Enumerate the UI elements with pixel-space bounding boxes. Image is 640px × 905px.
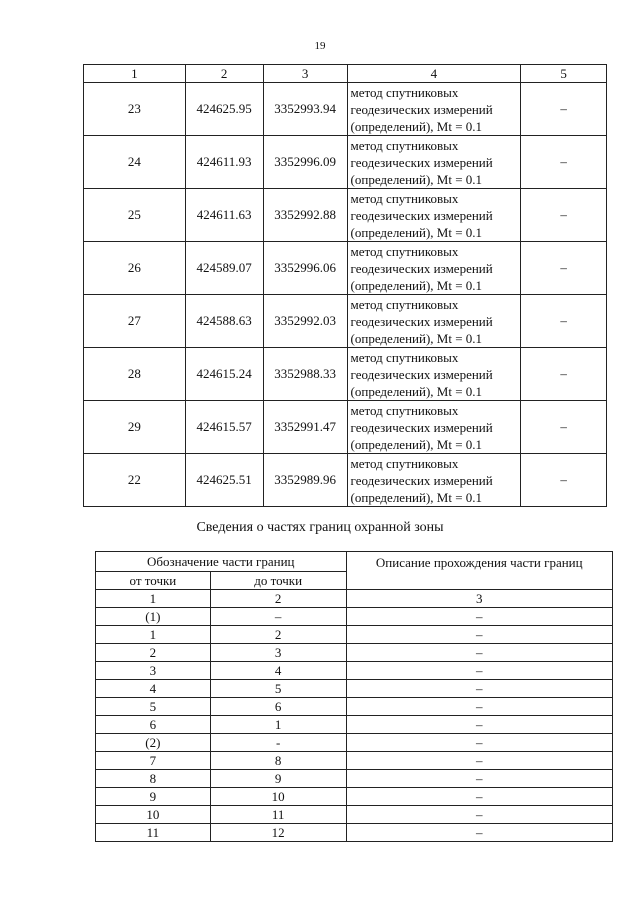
to-point: 5: [210, 680, 346, 698]
table-row: [96, 662, 613, 680]
to-point: 9: [210, 770, 346, 788]
x-coordinate: 424611.63: [185, 189, 263, 242]
method-cell: [347, 242, 521, 295]
boundary-description: –: [346, 662, 613, 680]
column-header: 3: [263, 65, 347, 83]
table-row: [84, 454, 607, 507]
column-number: 1: [96, 590, 211, 608]
point-number: 29: [84, 401, 186, 454]
from-point: 8: [96, 770, 211, 788]
from-point: 4: [96, 680, 211, 698]
x-coordinate: 424615.57: [185, 401, 263, 454]
column-header: 4: [347, 65, 521, 83]
column-header: 1: [84, 65, 186, 83]
method-line: геодезических измерений: [350, 260, 493, 276]
y-coordinate: 3352989.96: [263, 454, 347, 507]
method-line: геодезических измерений: [350, 101, 493, 117]
method-line: метод спутниковых: [350, 137, 459, 153]
point-number: 25: [84, 189, 186, 242]
to-point: 1: [210, 716, 346, 734]
y-coordinate: 3352992.88: [263, 189, 347, 242]
y-coordinate: 3352988.33: [263, 348, 347, 401]
table-row: [96, 806, 613, 824]
table-row: [84, 136, 607, 189]
y-coordinate: 3352996.09: [263, 136, 347, 189]
method-line: геодезических измерений: [350, 313, 493, 329]
to-point: 4: [210, 662, 346, 680]
from-point-header: от точки: [96, 572, 211, 590]
method-line: (определений), Mt = 0.1: [350, 436, 483, 452]
to-point-header: до точки: [210, 572, 346, 590]
from-point: 1: [96, 626, 211, 644]
method-line: метод спутниковых: [350, 243, 459, 259]
method-line: геодезических измерений: [350, 207, 493, 223]
coordinates-header-row: [84, 65, 607, 83]
from-point: 11: [96, 824, 211, 842]
y-coordinate: 3352993.94: [263, 83, 347, 136]
to-point: 3: [210, 644, 346, 662]
point-number: 23: [84, 83, 186, 136]
note-cell: –: [521, 348, 607, 401]
table-row: [84, 348, 607, 401]
from-point: 10: [96, 806, 211, 824]
method-line: геодезических измерений: [350, 154, 493, 170]
note-cell: –: [521, 242, 607, 295]
table-row: [84, 401, 607, 454]
note-cell: –: [521, 136, 607, 189]
point-number: 26: [84, 242, 186, 295]
x-coordinate: 424611.93: [185, 136, 263, 189]
from-point: 6: [96, 716, 211, 734]
boundary-description: –: [346, 626, 613, 644]
boundary-description: –: [346, 806, 613, 824]
coordinates-table: [83, 64, 607, 507]
table-row: [96, 734, 613, 752]
parts-header-row: [96, 552, 613, 572]
column-number: 3: [346, 590, 613, 608]
from-point: (2): [96, 734, 211, 752]
x-coordinate: 424588.63: [185, 295, 263, 348]
to-point: 2: [210, 626, 346, 644]
to-point: –: [210, 608, 346, 626]
note-cell: –: [521, 295, 607, 348]
method-cell: [347, 189, 521, 242]
note-cell: –: [521, 189, 607, 242]
boundary-description: –: [346, 716, 613, 734]
x-coordinate: 424625.51: [185, 454, 263, 507]
method-line: геодезических измерений: [350, 419, 493, 435]
table-row: [96, 824, 613, 842]
section-title: Сведения о частях границ охранной зоны: [196, 520, 444, 535]
point-number: 24: [84, 136, 186, 189]
from-point: 5: [96, 698, 211, 716]
from-point: (1): [96, 608, 211, 626]
table-row: [96, 788, 613, 806]
method-cell: [347, 401, 521, 454]
from-point: 3: [96, 662, 211, 680]
x-coordinate: 424615.24: [185, 348, 263, 401]
column-header: 2: [185, 65, 263, 83]
boundary-parts-table: [95, 551, 613, 842]
to-point: 8: [210, 752, 346, 770]
boundary-description: –: [346, 770, 613, 788]
description-header: Описание прохождения части границ: [346, 552, 613, 590]
method-line: метод спутниковых: [350, 296, 459, 312]
table-row: [96, 644, 613, 662]
method-cell: [347, 348, 521, 401]
boundary-description: –: [346, 734, 613, 752]
boundary-description: –: [346, 788, 613, 806]
from-point: 7: [96, 752, 211, 770]
method-line: геодезических измерений: [350, 472, 493, 488]
x-coordinate: 424625.95: [185, 83, 263, 136]
method-cell: [347, 295, 521, 348]
group-header: Обозначение части границ: [96, 552, 347, 572]
parts-number-row: [96, 590, 613, 608]
point-number: 27: [84, 295, 186, 348]
to-point: 11: [210, 806, 346, 824]
method-line: метод спутниковых: [350, 455, 459, 471]
table-row: [96, 716, 613, 734]
boundary-description: –: [346, 752, 613, 770]
table-row: [96, 608, 613, 626]
table-row: [96, 752, 613, 770]
table-row: [96, 680, 613, 698]
table-row: [84, 295, 607, 348]
table-row: [96, 770, 613, 788]
boundary-description: –: [346, 644, 613, 662]
method-line: метод спутниковых: [350, 190, 459, 206]
method-line: (определений), Mt = 0.1: [350, 383, 483, 399]
method-cell: [347, 83, 521, 136]
method-line: метод спутниковых: [350, 84, 459, 100]
method-line: геодезических измерений: [350, 366, 493, 382]
to-point: 6: [210, 698, 346, 716]
table-row: [84, 83, 607, 136]
method-line: (определений), Mt = 0.1: [350, 277, 483, 293]
y-coordinate: 3352996.06: [263, 242, 347, 295]
boundary-description: –: [346, 680, 613, 698]
method-line: (определений), Mt = 0.1: [350, 224, 483, 240]
from-point: 9: [96, 788, 211, 806]
method-line: метод спутниковых: [350, 402, 459, 418]
x-coordinate: 424589.07: [185, 242, 263, 295]
method-line: (определений), Mt = 0.1: [350, 171, 483, 187]
page-number: 19: [314, 40, 326, 52]
method-line: (определений), Mt = 0.1: [350, 330, 483, 346]
boundary-description: –: [346, 824, 613, 842]
method-cell: [347, 454, 521, 507]
point-number: 28: [84, 348, 186, 401]
boundary-description: –: [346, 608, 613, 626]
from-point: 2: [96, 644, 211, 662]
table-row: [96, 698, 613, 716]
column-header: 5: [521, 65, 607, 83]
y-coordinate: 3352991.47: [263, 401, 347, 454]
point-number: 22: [84, 454, 186, 507]
note-cell: –: [521, 401, 607, 454]
column-number: 2: [210, 590, 346, 608]
table-row: [96, 626, 613, 644]
note-cell: –: [521, 83, 607, 136]
y-coordinate: 3352992.03: [263, 295, 347, 348]
boundary-description: –: [346, 698, 613, 716]
method-cell: [347, 136, 521, 189]
to-point: 12: [210, 824, 346, 842]
to-point: 10: [210, 788, 346, 806]
method-line: метод спутниковых: [350, 349, 459, 365]
table-row: [84, 189, 607, 242]
method-line: (определений), Mt = 0.1: [350, 489, 483, 505]
method-line: (определений), Mt = 0.1: [350, 118, 483, 134]
table-row: [84, 242, 607, 295]
to-point: -: [210, 734, 346, 752]
note-cell: –: [521, 454, 607, 507]
